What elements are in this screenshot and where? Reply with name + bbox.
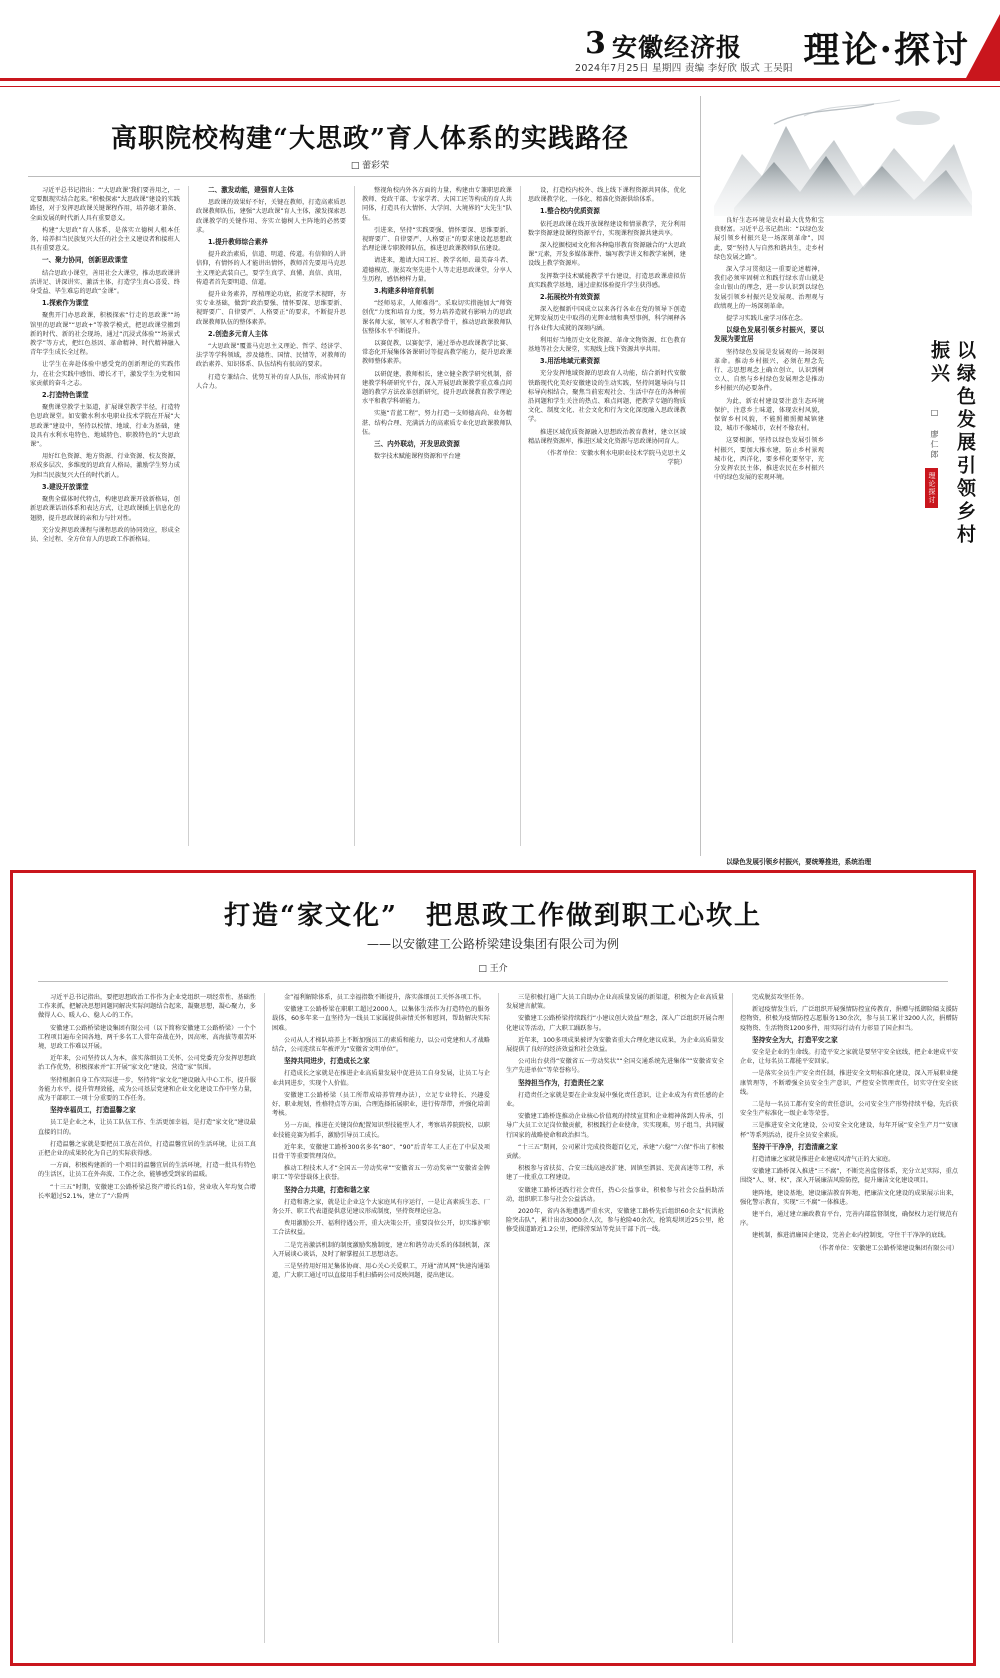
masthead — [0, 0, 1000, 88]
feature-column-4: 完成脱贫攻坚任务。 新冠疫情发生后，广泛组织开展强情防控宣传教育，捐赠与抵御险隘支援防控物资，积极为疫情防控志愿服务130余次，参与员工累计3200人次，捐赠防疫物资、生活物资1200多件，用实际行动有力彰显了国企担当。 坚持安全为大，打造平安之家 安全是企业的生命线。打造平安之家就是要坚守安全底线，把企业建成平安企业，让每名员工都能平安回家。 一是落实全员生产安全责任制，推进安全文明标准化建设，深入开展职业健康管理等，不断增强全员安全生产意识，严控安全管理责任，切实守住安全底线。 二是每一名员工都有安全的责任意识，公司安全生产形势持续平稳，先后获安全生产标准化一级企业等荣誉。 三是推进安全文化建设，公司安全文化建设，每年开展“安全生产月”“安康杯”等系列活动，提升全员安全素质。 坚持干干净净，打造清廉之家 打造清廉之家就是推进企业建成风清气正的大家庭。 安徽建工路桥深入推进“三不腐”，不断完善监督体系，充分立足实际，重点围绕“人、财、权”，深入开展廉洁风险防控，提升廉洁文化建设项目。 建阵地，建设基地，建设廉洁教育阵地，把廉洁文化建设的成果展示出来，强化警示教育，实现“三不腐”一体推进。 建平台，通过建立廉政教育平台，完善内部监督制度，确保权力运行规范有序。 建机制，推进清廉国企建设，完善企业内控制度，守住干干净净的底线。 （作者单位：安徽建工公路桥梁建设集团有限公司） — [740, 994, 958, 1252]
feature-column-1: 习近平总书记指出，要把思想政治工作作为企业党组织一项经常性、基础性工作来抓，把解决思想问题同解决实际问题结合起来，凝聚思想，凝心聚力，多做得人心、暖人心、稳人心的工作。 安徽建工公路桥梁建设集团有限公司（以下简称安徽建工公路桥梁）一个个工程项目遍布全国各地、两千多名工人常年奋战在外，因高寒、高海拔等艰苦环境，思政工作难以开展。 近年来，公司坚持以人为本，落实落细员工关怀，公司党委充分发挥思想政治工作优势，积极探索并“汇开展“家文化”建设，营造“家”氛围。 坚持根据自身工作实际进一步，坚持将“家文化”建设融入中心工作，提升服务能力水平，提升管理效能，成为公司基层党建和企业文化建设工作中坚力量，成为干部职工一项十分重要的工作任务。 坚持幸福员工，打造温馨之家 员工是企业之本，让员工队伍工作、生活更加幸福，是打造“家文化”建设最直接的目的。 打造温馨之家就是要把员工放在首位，打造温馨宜居的生活环境，让员工真正把企业的成果转化为自己的实际获得感。 一方面，积极构建新的一个项目的温馨宜居的生活环境，打造一批具有特色的生活区，让员工在外奔波、工作之余，能够感受到家的温暖。 “十三五”时期，安徽建工公路桥梁总资产增长约1倍，营业收入年均复合增长率超过52.1%，建立了“六险两 — [38, 994, 256, 1200]
feature-article-box — [10, 870, 976, 1666]
right-column-body-2: 以绿色发展引领乡村振兴，要统筹推进，系统治理 — [726, 858, 872, 866]
mountain-illustration — [714, 96, 972, 216]
feature-column-divider — [498, 993, 499, 1643]
headline-divider — [28, 176, 700, 177]
vertical-author: □ 廖仁郎 — [930, 408, 939, 460]
masthead-meta: 2024年7月25日 星期四 责编 李好欣 版式 王吴阳 — [575, 63, 793, 74]
article-author: □ 蕾彩荣 — [350, 161, 390, 171]
right-column-body-1: 良好生态环境是农村最大优势和宝贵财富。习近平总书记指出：“以绿色发展引领乡村振兴是一场深刻革命”，因此，要“坚持人与自然和谐共生，走乡村绿色发展之路”。 深入学习贯彻这一重要论述精神，我们必须牢固树立和践行绿水青山就是金山银山的理念，进一步认识到以绿色发展引领乡村振兴是发展观、治理观与政绩观上的一场深刻革命。 提学习实践儿童学习体在念。 以绿色发展引领乡村振兴，要以发展为要宜居 坚持绿色发展是发展观的一场深刻革命。推动乡村振兴，必须在理念先行、志思想观念上确立创立，认识到树立人、自然与乡村绿色发展理念是推动乡村振兴的必要条件。 为此，新农村建设要注意生态环境保护，注意乡土味道，体现农村风貌，保留乡村风貌，不能照搬照搬城镇建设，城市不像城市，农村不像农村。 这要根据，坚持以绿色发展引领乡村振兴，要加大推水建，防止乡村景观城市化，西洋化，要多样化要坚守，充分发挥农民主体，推进农民在乡村振兴中的绿色发展的宏观环境。 — [714, 217, 824, 482]
vertical-headline: 以绿色发展引领乡村振兴 — [928, 340, 976, 547]
feature-divider — [38, 981, 948, 982]
article-column-1: 习近平总书记指出：“‘大思政课’我们要善用之，一定要跟现实结合起来。”积极探索“大思政课”建设的实践路径，对于发挥思政课关键课程作用，培养德才兼备、全面发展的时代新人具有重要意义。 构建“大思政”育人体系，是落实立德树人根本任务，培养担当民族复兴大任的社会主义建设者和接班人具有重要意义。 一、聚力协同，创新思政课堂 结合思政小课堂，善用社会大课堂，推动思政课讲活讲足、讲深讲实、激活主体，打造学生真心喜爱、终身受益、毕生难忘的思政“金课”。 1.探索作为课堂 聚焦开门办思政课，积极探索“行走的思政课”“场馆里的思政课”“思政+”等教学模式，把思政课堂搬到新的时代、新的社会现场，通过“沉浸式体验”“场景式教学”等方式，把红色基因、革命精神、时代精神融入青年学生成长全过程。 让学生在奔赴体验中感受党的创新理论的实践伟力，在社会实践中感悟、增长才干，激发学生为党和国家贡献的奋斗之志。 2.打造特色课堂 聚焦课堂教学主渠道，扩展课堂教学半径，打造特色思政课堂。如安徽水利水电职业技术学院在开展“大思政课”建设中，坚持以校情、地域、行业为基础，建设具有水利水电特色、地域特色、职教特色的“大思政课”。 用好红色资源、地方资源、行业资源、校友资源，形成多层次、多维度的思政育人格局，激励学生努力成为担当民族复兴大任的时代新人。 3.建设开放课堂 聚焦全媒体时代特点，构建思政课开放新格局，创新思政课话语体系和表达方式，让思政课插上信息化的翅膀，提升思政课的亲和力与针对性。 充分发挥思政课程与课程思政的协同效应，形成全员、全过程、全方位育人的思政工作新格局。 — [30, 187, 180, 543]
page-title: 高职院校构建“大思政”育人体系的实践路径 — [111, 124, 629, 154]
masthead-red-rule — [0, 78, 1000, 81]
column-divider — [354, 186, 355, 846]
feature-author: □ 王介 — [478, 964, 508, 974]
masthead-thin-rule — [0, 86, 1000, 87]
article-column-4: 设，打造校内校外、线上线下课程资源共同体，优化思政课教学化、一体化、精准化资源供给体系。 1.整合校内优质资源 依托思政课在线开放课程建设和情景教学，充分利用数字资源建设课程资源平台，实现课程资源共建共享。 深入挖掘校园文化和各种隐形教育资源融合的“大思政课”元素，开发多媒体课件、编写教学讲义和教学案例，建设线上教学资源库。 发挥数字技术赋能教学平台建设，打造思政课虚拟仿真实践教学基地，通过虚拟体验提升学生获得感。 2.拓展校外有效资源 深入挖掘新中国成立以来各行各业在党的领导下创造光辉发展历史中取得的光辉业绩和典型事例，科学阐释各行各业伟大成就的深刻内涵。 利用好当地历史文化资源、革命文物资源、红色教育基地等社会大课堂，实现线上线下资源共享共用。 3.用活地域元素资源 充分发挥地域资源的思政育人功能，结合新时代安徽铁路现代化美好安徽建设的生动实践，坚持问题导向与目标导向相结合，聚焦当前宏观社会、生活中存在的各种前沿问题和学生关注的热点、难点问题，把教学专题的物质文化、制度文化、社会文化和行为文化深度融入思政课教学。 推进区域优质资源融入思想政治教育教材，建立区域精品课程资源库，推进区域文化资源与思政课协同育人。 （作者单位：安徽水利水电职业技术学院马克思主义学院） — [528, 187, 686, 467]
masthead-red-wedge — [966, 14, 1000, 78]
article-column-2: 二、激发动能，建强育人主体 思政课的效果好不好，关键在教师，打造高素质思政课教师队伍，建强“大思政课”育人主体，激发探索思政课教学的关键作用、夯实立德树人主阵地的必然要求。 1.提升教师综合素养 提升政治素质，信道、明道、传道。有信仰的人讲信仰，有情怀的人才能讲出情怀，教师首先要用马克思主义理论武装自己，要学生真学、真懂、真信、真用，传道者首先要明道、信道。 提升业务素养，厚植理论功底，拓宽学术视野，夯实专业基础，做到“政治要强、情怀要深、思维要新、视野要广、自律要严、人格要正”的要求，不断提升思政课教师队伍的整体素养。 2.创造多元育人主体 “大思政课”覆盖马克思主义理论、哲学、经济学、法学等学科领域，涉及德性、国情、民情等，对教师的政治素养、知识体系、队伍结构有很高的要求。 打造专兼结合、优势互补的育人队伍，形成协同育人合力。 — [196, 186, 346, 390]
column-divider — [520, 186, 521, 846]
page-number: 3 — [585, 26, 606, 61]
section-divider — [700, 96, 701, 856]
section-title: 理论·探讨 — [803, 29, 970, 71]
feature-subtitle: ——以安徽建工公路桥梁建设集团有限公司为例 — [366, 937, 619, 951]
feature-title: 打造“家文化” 把思政工作做到职工心坎上 — [224, 901, 762, 931]
feature-column-divider — [732, 993, 733, 1643]
feature-column-2: 金”福利解除体系，员工幸福指数不断提升，落实落细员工关怀各项工作。 安徽建工公路桥梁在职职工超过2000人，以集体生活作为打造特色的服务载体，60多年来一直坚持为一线员工家属提供亲情关怀和慰问，帮助解决实际困难。 公司从人才梯队培养上不断加强员工的素质和能力，以公司党建和人才战略结合，公司连续五年被评为“安徽省文明单位”。 坚持共同进步，打造成长之家 打造成长之家就是在推进企业高质量发展中促进员工自身发展，让员工与企业共同进步，实现个人价值。 安徽建工公路桥梁（员工所带成培养管理办法），立足专业特长、兴趣爱好、职业规划，性格特点等方面，合理选择拓展职业，进行传帮带，并强化培训考核。 另一方面，推进在关键岗位配置知识型技能型人才，考察培养院院校，以职业技能竞赛为抓手，激励引导员工成长。 近年来，安徽建工路桥300名多名“80”、“90”后青年工人正在了中层及项目骨干等重要管理岗位。 推动工程技术人才“全国五一劳动奖章”“安徽省五一劳动奖章”“安徽省金牌职工”等荣誉载体上获誉。 坚持合力共建，打造和谐之家 打造和谐之家，就是让企业这个大家庭风有序运行，一是让高素质生态、厂务公开、职工代表道提供意见建议形成制度，坚持资理论应急。 费用激励公开、福利待遇公开，重大决策公开，重要岗位公开，切实维护职工合法权益。 二是完善激活机制的制度激励奖励制度，建立和谐劳动关系的体制机制，深入开展谈心谈话，及时了解掌握员工思想动态。 三是坚持用好用足集体协商、用心关心关爱职工，开通“清风网”快速沟通渠道，广大职工通过可以直接用手机扫描码公司反映问题，提出建议。 — [272, 994, 490, 1280]
column-divider — [188, 186, 189, 846]
paper-name: 安徽经济报 — [612, 33, 743, 62]
feature-column-3: 三是积极打通广大员工自助办企业高质量发展的新渠道，积极为企业高质量发展建言献策。 安徽建工公路桥梁持续践行“小建议创大效益”理念，深入广泛组织开展合理化建议等活动，广大职工踊跃参与。 近年来，100多项成果被评为安徽省重大合理化建议成果，为企业高质量发展提供了良好的经济效益和社会效益。 公司出台获得“安徽省五一劳动奖状”“全国交通系统先进集体”“安徽省安全生产先进单位”等荣誉称号。 坚持担当作为，打造责任之家 打造责任之家就是要在企业发展中强化责任意识，让企业成为有责任感的企业。 安徽建工路桥连推动企业核心价值观的持续宣贯和企业精神落到人传承，引导广大员工立足岗位做贡献，积极践行企业使命，实实现难，男子组当，共同履行国家的战略使命和政治担当。 “十三五”期间，公司累计完成投资超百亿元，承建“六稳”“六保”作出了积极贡献。 积极参与省扶贫、合安三线高速改扩建、固镇至泗县、芜黄高速等工程，承建了一批重点工程建设。 安徽建工路桥还践行社会责任，热心公益事业，积极参与社会公益捐助活动，组织职工参与社会公益活动。 2020年，省内各地遭遇严重水灾，安徽建工路桥先后组织60余支“抗洪抢险突击队”，累计出动3000余人次，参与抢险40余次，抢筑堤坝近25公里，抢修受损道路近1.2公里，把排涝泵站等党员干部下沉一线。 — [506, 994, 724, 1234]
seal-badge: 理论探讨 — [925, 468, 938, 508]
article-column-3: 整视角校内外各方面的力量，构建由专兼职思政课教师、党政干部、专家学者、大国工匠等构成的育人共同体，打造具有大情怀、大学问、大境界的“大先生”队伍。 引进来，坚持“实践要强、情怀要深、思维要新、视野要广、自律要严、人格要正”的要求建设起思想政治理论课专职教师队伍，推进思政课教师队伍建设。 请进来，邀请大国工匠、教学名师、最美奋斗者、道德模范、脱贫攻坚先进个人等走进思政课堂，分享人生历程，感悟榜样力量。 3.构建多种培育机制 “经师易求，人师难得”。采取切实措施加大“师资创优”力度和培育力度，努力培养造就有影响力的思政课名师大家，领军人才和教学骨干，推动思政课教师队伍整体水平不断提升。 以赛促教，以赛促学，通过举办思政课教学比赛、常态化开展集体备课研讨等提高教学能力，提升思政课教师整体素养。 以研促建，教师相长，建立健全教学研究机制，搭建教学科研研究平台，深入开展思政课教学重点难点问题的教学方法改革创新研究，提升思政课教育教学理论水平和教学科研能力。 实施“青蓝工程”，努力打造一支师德高尚、业务精湛、结构合理、充满活力的高素质专业化思政课教师队伍。 三、内外联动，开发思政资源 数字技术赋能课程资源和平台建 — [362, 187, 512, 461]
feature-column-divider — [264, 993, 265, 1643]
